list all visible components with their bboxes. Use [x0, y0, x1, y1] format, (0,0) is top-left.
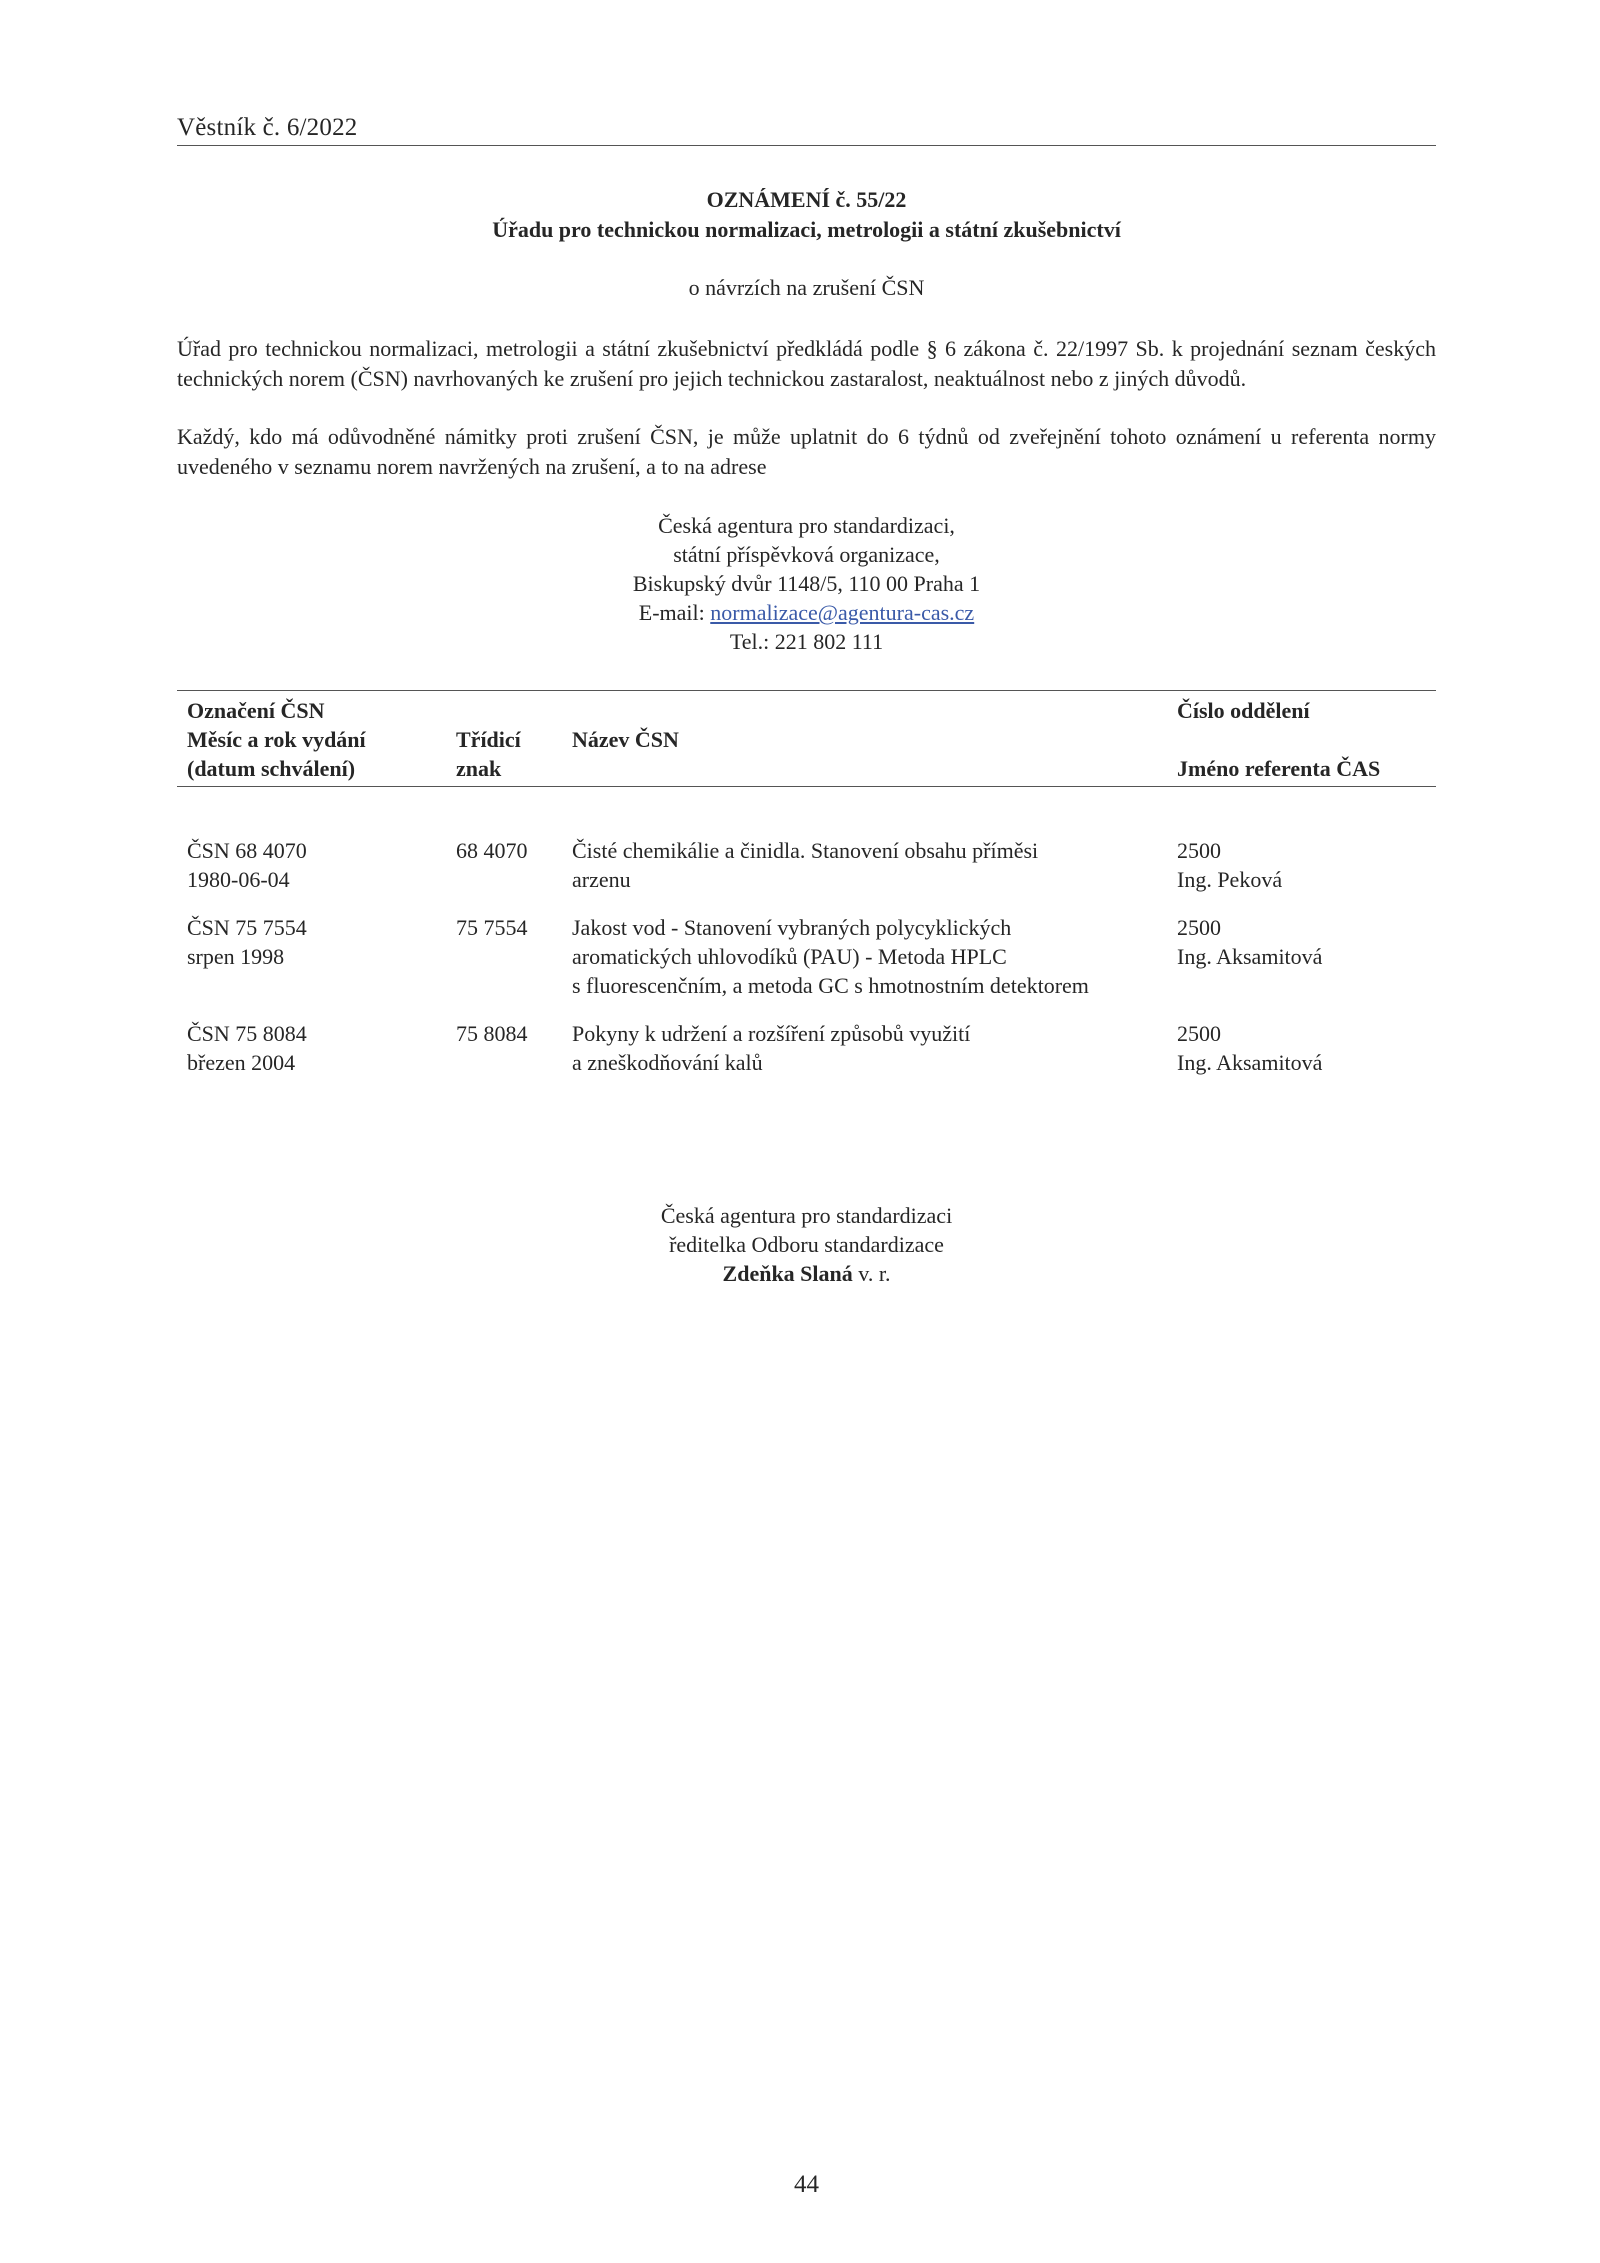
signature-suffix: v. r.: [852, 1261, 891, 1286]
header-designation: [187, 696, 366, 783]
issue-date: 1980-06-04: [187, 867, 290, 892]
standard-name: [572, 1019, 970, 1077]
running-head: Věstník č. 6/2022: [177, 114, 358, 141]
signatory-name: Zdeňka Slaná: [722, 1261, 853, 1286]
name-line: Pokyny k udržení a rozšíření způsobů využití: [572, 1021, 971, 1046]
class-code: 75 7554: [456, 915, 528, 940]
department-number: 2500: [1177, 915, 1221, 940]
email-line: [177, 598, 1436, 627]
signature-line: [177, 1259, 1436, 1288]
signature-org: Česká agentura pro standardizaci: [660, 1203, 953, 1228]
header-line: znak: [456, 756, 502, 781]
name-line: arzenu: [572, 867, 631, 892]
department-cell: [1177, 913, 1322, 971]
header-class-code: [456, 725, 521, 783]
referent-name: Ing. Aksamitová: [1177, 944, 1323, 969]
header-rule: [177, 145, 1436, 146]
referent-name: Ing. Aksamitová: [1177, 1050, 1323, 1075]
designation: ČSN 68 4070: [187, 838, 307, 863]
name-line: Čisté chemikálie a činidla. Stanovení obsahu příměsi: [572, 838, 1039, 863]
header-department: Číslo oddělení: [1177, 698, 1310, 723]
header-line: Měsíc a rok vydání: [187, 727, 366, 752]
department-number: 2500: [1177, 838, 1221, 863]
designation: ČSN 75 8084: [187, 1021, 307, 1046]
department-cell: [1177, 836, 1282, 894]
class-code: 68 4070: [456, 838, 528, 863]
announcement-title: OZNÁMENÍ č. 55/22: [706, 187, 907, 212]
objection-paragraph: Každý, kdo má odůvodněné námitky proti zrušení ČSN, je může uplatnit do 6 týdnů od zveřejnění tohoto oznámení u referenta normy uvedeného v seznamu norem navržených na zrušení, a to na adrese: [177, 424, 1436, 479]
address-line: Česká agentura pro standardizaci,: [658, 513, 955, 538]
name-line: aromatických uhlovodíků (PAU) - Metoda HPLC: [572, 944, 1007, 969]
intro-paragraph: Úřad pro technickou normalizaci, metrologii a státní zkušebnictví předkládá podle § 6 zákona č. 22/1997 Sb. k projednání seznam českých technických norem (ČSN) navrhovaných ke zrušení pro jejich technickou zastaralost, neaktuálnost nebo z jiných důvodů.: [177, 336, 1436, 391]
referent-name: Ing. Peková: [1177, 867, 1283, 892]
header-standard-name: Název ČSN: [572, 727, 679, 752]
address-line: Biskupský dvůr 1148/5, 110 00 Praha 1: [632, 571, 981, 596]
name-line: a zneškodňování kalů: [572, 1050, 763, 1075]
standard-name: [572, 913, 1089, 1000]
header-line: Označení ČSN: [187, 698, 325, 723]
table-header-rule: [177, 786, 1436, 787]
department-cell: [1177, 1019, 1322, 1077]
name-line: s fluorescenčním, a metoda GC s hmotnostním detektorem: [572, 973, 1089, 998]
name-line: Jakost vod - Stanovení vybraných polycyklických: [572, 915, 1012, 940]
address-line: státní příspěvková organizace,: [673, 542, 940, 567]
standard-name: [572, 836, 1038, 894]
announcement-subtitle: Úřadu pro technickou normalizaci, metrologii a státní zkušebnictví: [492, 217, 1121, 242]
signature-role: ředitelka Odboru standardizace: [669, 1232, 944, 1257]
designation-cell: [187, 913, 307, 971]
page-number: 44: [794, 2171, 819, 2198]
class-code: 75 8084: [456, 1021, 528, 1046]
address-block: [177, 511, 1436, 656]
designation: ČSN 75 7554: [187, 915, 307, 940]
phone-line: Tel.: 221 802 111: [729, 629, 884, 654]
header-referent: Jméno referenta ČAS: [1177, 756, 1381, 781]
issue-date: březen 2004: [187, 1050, 296, 1075]
signature-block: [177, 1201, 1436, 1288]
table-top-rule: [177, 690, 1436, 691]
announcement-subject: o návrzích na zrušení ČSN: [688, 275, 925, 300]
email-label: E-mail:: [638, 600, 711, 625]
email-link[interactable]: normalizace@agentura-cas.cz: [710, 600, 975, 625]
header-line: Třídicí: [456, 727, 521, 752]
department-number: 2500: [1177, 1021, 1221, 1046]
header-line: (datum schválení): [187, 756, 356, 781]
issue-date: srpen 1998: [187, 944, 285, 969]
designation-cell: [187, 1019, 307, 1077]
designation-cell: [187, 836, 307, 894]
